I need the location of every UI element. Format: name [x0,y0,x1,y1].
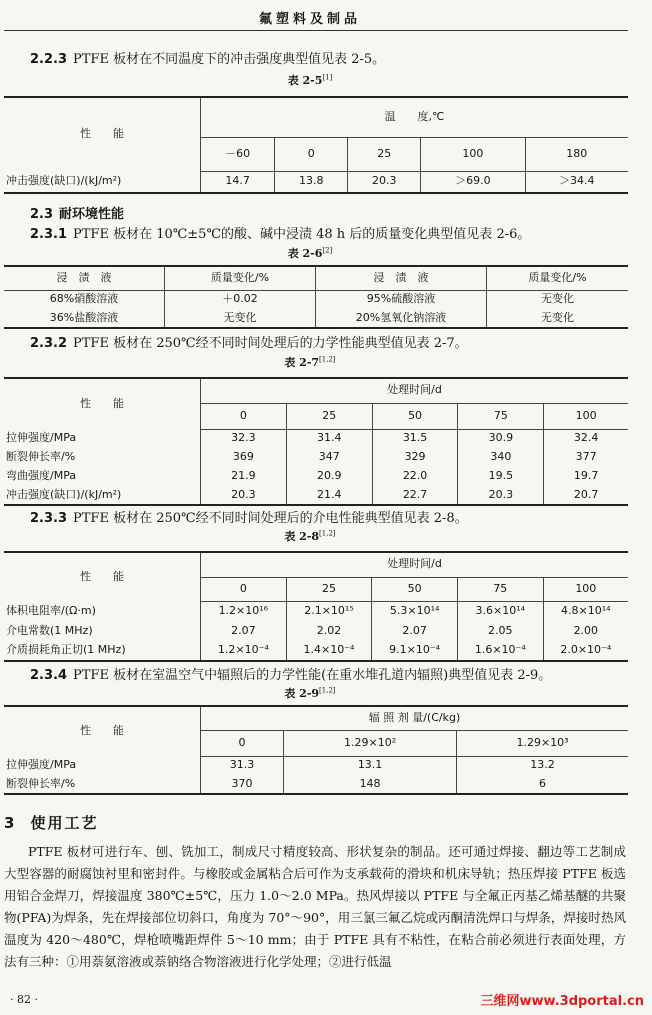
section-number: 2.3.1 [30,227,68,242]
cell: 347 [286,448,372,467]
cell: 3.6×10¹⁴ [457,601,543,621]
table-2-6 [4,265,628,329]
cell: 2.1×10¹⁵ [286,601,372,621]
caption-ref: [1,2] [319,355,336,364]
cell: 95%硫酸溶液 [316,290,487,309]
col-header: 100 [421,137,525,171]
row-label: 拉伸强度/MPa [4,756,201,775]
cell: 2.0×10⁻⁴ [560,643,612,657]
prop-header: 性 能 [4,97,201,171]
row-label: 断裂伸长率/% [4,448,201,467]
section-text: PTFE 板材在 10℃±5℃的酸、碱中浸渍 48 h 后的质量变化典型值见表 2-6。 [73,227,531,242]
table-2-9-caption [0,685,620,701]
cell: 1.4×10⁻⁴ [286,641,372,661]
group-header: 温 度,℃ [201,97,629,137]
table-row [4,171,628,193]
caption-text: 表 2-6 [287,247,323,260]
table-2-6-caption [0,245,620,261]
cell: 32.3 [201,429,287,448]
cell: 20.3 [201,486,287,505]
cell: 19.5 [458,467,544,486]
cell: 21.4 [286,486,372,505]
col-header: 浸 渍 液 [316,266,487,290]
cell: 148 [284,775,457,794]
table-2-5 [4,96,628,194]
table-row [4,309,628,328]
cell: 21.9 [201,467,287,486]
cell: 20.7 [573,487,599,501]
cell: 31.4 [286,429,372,448]
cell: 无变化 [165,309,316,328]
table-row [4,601,628,621]
col-header: 质量变化/% [487,266,629,290]
section-number: 3 [4,814,17,832]
cell: 无变化 [541,310,574,324]
section-number: 2.3.2 [30,336,68,351]
table-2-7 [4,377,628,506]
section-2-3-3 [30,507,468,526]
table-row [4,290,628,309]
col-header: 25 [348,137,421,171]
cell: 14.7 [201,171,275,193]
cell: 5.3×10¹⁴ [372,601,458,621]
col-header: 50 [372,577,458,601]
section-number: 2.2.3 [30,52,68,67]
table-2-8 [4,551,628,662]
cell: 2.00 [573,623,599,637]
table-row [4,448,628,467]
row-label: 弯曲强度/MPa [4,467,201,486]
cell: 68%硝酸溶液 [4,290,165,309]
section-number: 2.3.4 [30,668,68,683]
cell: 4.8×10¹⁴ [561,603,611,617]
prop-header: 性 能 [4,552,201,601]
section-2-3-4 [30,664,551,683]
section-number: 2.3.3 [30,511,68,526]
cell: 19.7 [573,469,599,483]
prop-header: 性 能 [4,706,201,756]
col-header: 1.29×10³ [457,730,628,756]
cell: 6 [539,776,547,790]
prop-header: 性 能 [4,378,201,429]
section-2-3-2 [30,332,468,351]
group-header: 处理时间/d [201,378,629,403]
col-header: 50 [372,403,458,429]
col-header: 0 [275,137,348,171]
col-header: 100 [543,577,628,601]
cell: 2.07 [372,621,458,641]
table-2-9 [4,705,628,795]
body-paragraph [4,841,626,973]
group-header: 处理时间/d [201,552,629,577]
row-label: 冲击强度(缺口)/(kJ/m²) [4,171,201,193]
col-header: 0 [201,730,284,756]
table-2-7-caption [0,354,620,370]
row-label: 冲击强度(缺口)/(kJ/m²) [4,486,201,505]
section-text: 耐环境性能 [59,207,125,222]
cell: 20.3 [458,486,544,505]
cell: 13.1 [284,756,457,775]
cell: 无变化 [541,292,574,306]
col-header: 25 [286,403,372,429]
cell: 370 [201,775,284,794]
row-label: 体积电阻率/(Ω·m) [4,601,201,621]
table-2-5-caption [0,72,620,88]
caption-text: 表 2-8 [284,530,320,543]
col-header: 180 [525,137,628,171]
col-header: 100 [544,403,628,429]
cell: 377 [575,450,597,464]
cell: 340 [458,448,544,467]
table-row [4,429,628,448]
col-header: 1.29×10² [284,730,457,756]
table-row [4,756,628,775]
cell: 31.5 [372,429,458,448]
cell: 13.2 [530,758,555,772]
col-header: 质量变化/% [165,266,316,290]
cell: 22.0 [372,467,458,486]
page-number: · 82 · [10,993,38,1006]
row-label: 介质损耗角正切(1 MHz) [4,641,201,661]
cell: 1.2×10¹⁶ [201,601,287,621]
col-header: 75 [457,577,543,601]
cell: 30.9 [458,429,544,448]
cell: 20.9 [286,467,372,486]
caption-ref: [1] [322,73,333,82]
header-rule [4,30,628,31]
section-3-heading [4,812,98,833]
caption-text: 表 2-5 [287,74,323,87]
col-header: 0 [201,577,287,601]
cell: 1.2×10⁻⁴ [201,641,287,661]
section-number: 2.3 [30,207,54,222]
section-text: PTFE 板材在不同温度下的冲击强度典型值见表 2-5。 [73,52,386,67]
group-header: 辐 照 剂 量/(C/kg) [201,706,629,730]
col-header: －60 [201,137,275,171]
col-header: 0 [201,403,287,429]
caption-text: 表 2-9 [284,687,320,700]
table-row [4,486,628,505]
caption-text: 表 2-7 [284,356,320,369]
cell: ＋0.02 [165,290,316,309]
caption-ref: [2] [322,246,333,255]
col-header: 75 [458,403,544,429]
row-label: 断裂伸长率/% [4,775,201,794]
caption-ref: [1,2] [319,686,336,695]
running-header: 氟塑料及制品 [258,12,361,27]
cell: 20%氢氧化钠溶液 [316,309,487,328]
cell: 20.3 [348,171,421,193]
table-row [4,775,628,794]
cell: 31.3 [201,756,284,775]
cell: 9.1×10⁻⁴ [372,641,458,661]
section-text: PTFE 板材在室温空气中辐照后的力学性能(在重水堆孔道内辐照)典型值见表 2-9。 [73,668,552,683]
caption-ref: [1,2] [319,529,336,538]
cell: 369 [201,448,287,467]
table-2-8-caption [0,528,620,544]
watermark: 三维网www.3dportal.cn [480,994,644,1009]
section-text: PTFE 板材在 250℃经不同时间处理后的力学性能典型值见表 2-7。 [73,336,468,351]
cell: 2.07 [201,621,287,641]
cell: 22.7 [372,486,458,505]
cell: 32.4 [573,431,599,445]
section-text: 使用工艺 [30,814,99,832]
col-header: 浸 渍 液 [4,266,165,290]
row-label: 拉伸强度/MPa [4,429,201,448]
cell: 329 [372,448,458,467]
cell: 36%盐酸溶液 [4,309,165,328]
section-2-3-1 [30,223,530,242]
cell: 2.02 [286,621,372,641]
section-2-3 [30,203,124,222]
cell: ＞34.4 [559,174,595,188]
table-row [4,467,628,486]
row-label: 介电常数(1 MHz) [4,621,201,641]
section-2-2-3 [30,48,385,67]
cell: 2.05 [457,621,543,641]
table-row [4,641,628,661]
table-row [4,621,628,641]
cell: ＞69.0 [421,171,525,193]
cell: 13.8 [275,171,348,193]
section-text: PTFE 板材在 250℃经不同时间处理后的介电性能典型值见表 2-8。 [73,511,468,526]
col-header: 25 [286,577,372,601]
paragraph-text: PTFE 板材可进行车、刨、铣加工，制成尺寸精度较高、形状复杂的制品。还可通过焊接、翻边等工艺制成大型容器的耐腐蚀衬里和密封件。与橡胶或金属粘合后可作为支承载荷的滑块和机床导轨；热压焊接 PTFE 板选用铝合金焊刀，焊接温度 380℃±5℃，压力 1.0～2.0 MPa。热风焊接以 PTFE 与全氟正丙基乙烯基醚的共聚物(PFA)为焊条，先在焊接部位切斜口，角度为 70°～90°，用三氯三氟乙烷或丙酮清洗焊口与焊条，焊接时热风温度为 420～480℃，焊枪喷嘴距焊件 5～10 mm；由于 PTFE 具有不粘性，在粘合前必须进行表面处理，方法有三种：①用萘氨溶液或萘钠络合物溶液进行化学处理；②进行低温 [4,844,626,969]
cell: 1.6×10⁻⁴ [457,641,543,661]
